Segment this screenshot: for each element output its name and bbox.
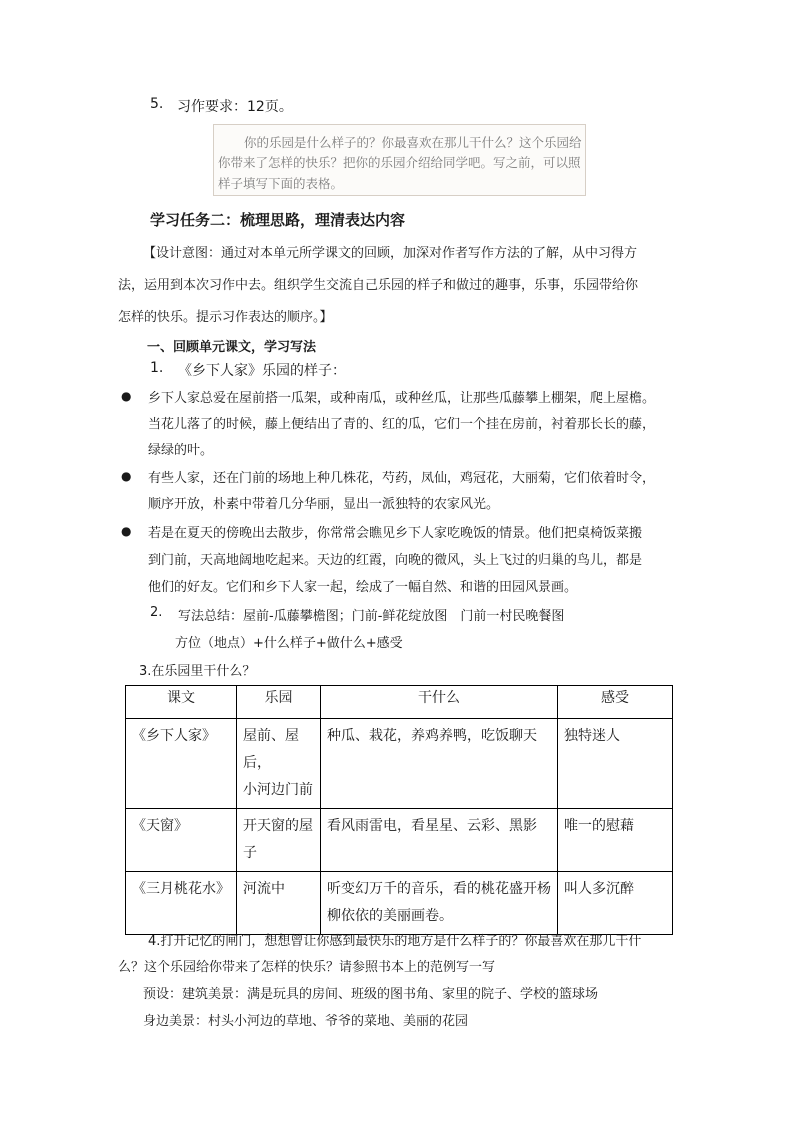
cell-activity (321, 872, 558, 935)
cell-activity (321, 809, 558, 872)
cell-activity-line: 看风雨雷电，看星星、云彩、黑影 (327, 818, 537, 834)
bullet-3-line: 他们的好友。它们和乡下人家一起，绘成了一幅自然、和谐的田园风景画。 (148, 580, 578, 595)
sub-2-text: 写法总结：屋前-瓜藤攀檐图；门前-鲜花绽放图 门前一村民晚餐图 (178, 609, 565, 624)
cell-activity-line: 柳依依的美丽画卷。 (327, 908, 453, 924)
sub-4-line: 4.打开记忆的闸门，想想曾让你感到最快乐的地方是什么样子的？你最喜欢在那儿干什 (148, 934, 642, 949)
task-2-heading: 学习任务二：梳理思路，理清表达内容 (150, 211, 406, 229)
table-row (126, 872, 673, 935)
nearby-scenery-text: 身边美景：村头小河边的草地、爷爷的菜地、美丽的花园 (143, 1014, 469, 1029)
bullet-3-line: 若是在夏天的傍晚出去散步，你常常会瞧见乡下人家吃晚饭的情景。他们把桌椅饭菜搬 (148, 526, 643, 541)
cell-feeling: 叫人多沉醉 (558, 872, 673, 935)
cell-place-line: 屋前、屋后， (243, 728, 299, 771)
cell-place-line: 子 (243, 845, 257, 861)
item-5-text: 习作要求：12页。 (177, 99, 293, 115)
section-1-heading: 一、回顾单元课文，学习写法 (147, 340, 317, 355)
design-intent-line: 法，运用到本次习作中去。组织学生交流自己乐园的样子和做过的趣事，乐事，乐园带给你 (118, 278, 639, 293)
prompt-line: 样子填写下面的表格。 (218, 176, 344, 191)
cell-place-line: 开天窗的屋 (243, 818, 313, 834)
prompt-line: 你带来了怎样的快乐？把你的乐园介绍给同学吧。写之前，可以照 (218, 155, 581, 170)
cell-activity-line: 种瓜、栽花，养鸡养鸭，吃饭聊天 (327, 728, 537, 744)
cell-place (237, 809, 321, 872)
cell-place (237, 719, 321, 809)
header-cell: 感受 (558, 686, 673, 719)
table-header-row (126, 686, 673, 719)
table-row (126, 809, 673, 872)
writing-formula: 方位（地点）+什么样子+做什么+感受 (175, 636, 403, 651)
bullet-1-line: 乡下人家总爱在屋前搭一瓜架，或种南瓜，或种丝瓜，让那些瓜藤攀上棚架，爬上屋檐。 (148, 391, 656, 406)
cell-feeling: 唯一的慰藉 (558, 809, 673, 872)
bullet-3-line: 到门前，天高地阔地吃起来。天边的红霞，向晚的微风，头上飞过的归巢的鸟儿，都是 (148, 553, 643, 568)
cell-text: 《三月桃花水》 (126, 872, 237, 935)
header-cell: 课文 (126, 686, 237, 719)
item-5-number: 5. (150, 96, 164, 112)
cell-feeling: 独特迷人 (558, 719, 673, 809)
bullet-icon: ● (121, 524, 132, 538)
cell-text: 《乡下人家》 (126, 719, 237, 809)
bullet-1-line: 绿绿的叶。 (148, 443, 214, 458)
sub-1-number: 1. (150, 360, 164, 376)
prompt-line: 你的乐园是什么样子的？你最喜欢在那儿干什么？这个乐园给 (244, 135, 582, 150)
design-intent-line: 怎样的快乐。提示习作表达的顺序。】 (118, 310, 333, 325)
cell-text: 《天窗》 (126, 809, 237, 872)
cell-activity (321, 719, 558, 809)
table-row (126, 719, 673, 809)
cell-place-line: 小河边门前 (243, 782, 313, 798)
cell-place-line: 河流中 (243, 881, 285, 897)
header-cell: 干什么 (321, 686, 558, 719)
cell-place (237, 872, 321, 935)
bullet-1-line: 当花儿落了的时候，藤上便结出了青的、红的瓜，它们一个挂在房前，衬着那长长的藤， (148, 417, 656, 432)
bullet-2-line: 顺序开放，朴素中带着几分华丽，显出一派独特的农家风光。 (148, 497, 500, 512)
comparison-table (125, 685, 673, 935)
header-cell: 乐园 (237, 686, 321, 719)
bullet-2-line: 有些人家，还在门前的场地上种几株花，芍药，凤仙，鸡冠花，大丽菊，它们依着时令， (148, 471, 656, 486)
writing-prompt-box (213, 124, 586, 196)
bullet-icon: ● (121, 389, 132, 403)
sub-2-number: 2. (150, 605, 163, 620)
design-intent-line: 【设计意图：通过对本单元所学课文的回顾，加深对作者写作方法的了解，从中习得方 (143, 246, 638, 261)
sub-1-text: 《乡下人家》乐园的样子： (178, 363, 346, 379)
preview-text: 预设：建筑美景：满是玩具的房间、班级的图书角、家里的院子、学校的篮球场 (143, 987, 599, 1002)
sub-3-text: 3.在乐园里干什么？ (139, 664, 256, 679)
bullet-icon: ● (121, 469, 132, 483)
cell-activity-line: 听变幻万千的音乐，看的桃花盛开杨 (327, 881, 551, 897)
sub-4-line: 么？这个乐园给你带来了怎样的快乐？请参照书本上的范例写一写 (118, 960, 496, 975)
